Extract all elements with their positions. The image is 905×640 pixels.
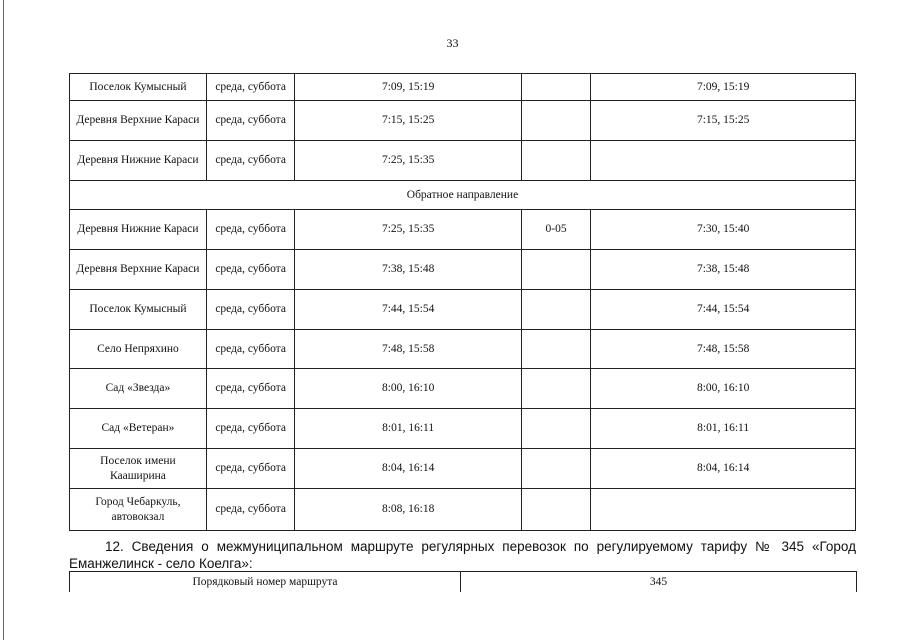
arrival-time-cell: 7:15, 15:25 — [591, 101, 856, 141]
stop-name-cell: Деревня Нижние Караси — [70, 210, 207, 250]
departure-time-cell: 8:01, 16:11 — [295, 409, 521, 449]
table-row — [70, 409, 856, 449]
departure-time-cell: 8:00, 16:10 — [295, 369, 521, 409]
arrival-time-cell: 8:01, 16:11 — [591, 409, 856, 449]
days-cell: среда, суббота — [206, 409, 295, 449]
stop-name-cell: Деревня Верхние Караси — [70, 250, 207, 290]
page-number: 33 — [446, 36, 459, 50]
interval-cell — [521, 74, 590, 101]
table-row — [70, 330, 856, 369]
days-cell: среда, суббота — [206, 101, 295, 141]
section-paragraph — [69, 538, 856, 572]
days-cell: среда, суббота — [206, 250, 295, 290]
interval-cell — [521, 330, 590, 369]
table-row — [70, 572, 857, 593]
departure-time-cell: 7:38, 15:48 — [295, 250, 521, 290]
interval-cell: 0-05 — [521, 210, 590, 250]
departure-time-cell: 8:04, 16:14 — [295, 449, 521, 489]
interval-cell — [521, 141, 590, 181]
departure-time-cell: 7:15, 15:25 — [295, 101, 521, 141]
interval-cell — [521, 290, 590, 330]
departure-time-cell: 8:08, 16:18 — [295, 489, 521, 531]
table-row — [70, 74, 856, 101]
table-row — [70, 101, 856, 141]
arrival-time-cell — [591, 141, 856, 181]
days-cell: среда, суббота — [206, 141, 295, 181]
arrival-time-cell: 7:30, 15:40 — [591, 210, 856, 250]
interval-cell — [521, 369, 590, 409]
days-cell: среда, суббота — [206, 489, 295, 531]
departure-time-cell: 7:25, 15:35 — [295, 141, 521, 181]
stop-name-cell: Деревня Нижние Караси — [70, 141, 207, 181]
days-cell: среда, суббота — [206, 369, 295, 409]
table-row — [70, 141, 856, 181]
route-number-label: Порядковый номер маршрута — [70, 572, 461, 593]
arrival-time-cell: 7:09, 15:19 — [591, 74, 856, 101]
stop-name-cell: Сад «Ветеран» — [70, 409, 207, 449]
stop-name-cell: Село Непряхино — [70, 330, 207, 369]
table-row — [70, 290, 856, 330]
days-cell: среда, суббота — [206, 449, 295, 489]
route-number-value: 345 — [461, 572, 857, 593]
arrival-time-cell: 8:04, 16:14 — [591, 449, 856, 489]
departure-time-cell: 7:44, 15:54 — [295, 290, 521, 330]
table-row — [70, 449, 856, 489]
table-row — [70, 210, 856, 250]
stop-name-cell: Сад «Звезда» — [70, 369, 207, 409]
table-row — [70, 250, 856, 290]
section-row — [70, 181, 856, 210]
departure-time-cell: 7:48, 15:58 — [295, 330, 521, 369]
interval-cell — [521, 409, 590, 449]
schedule-table — [69, 73, 856, 531]
days-cell: среда, суббота — [206, 210, 295, 250]
interval-cell — [521, 250, 590, 290]
days-cell: среда, суббота — [206, 330, 295, 369]
days-cell: среда, суббота — [206, 290, 295, 330]
page-edge-line — [3, 0, 4, 640]
arrival-time-cell: 7:44, 15:54 — [591, 290, 856, 330]
table-row — [70, 489, 856, 531]
arrival-time-cell: 8:00, 16:10 — [591, 369, 856, 409]
route-info-table — [69, 571, 857, 592]
stop-name-cell: Поселок Кумысный — [70, 290, 207, 330]
stop-name-cell: Поселок имени Кааширина — [70, 449, 207, 489]
departure-time-cell: 7:09, 15:19 — [295, 74, 521, 101]
arrival-time-cell: 7:38, 15:48 — [591, 250, 856, 290]
days-cell: среда, суббота — [206, 74, 295, 101]
stop-name-cell: Город Чебаркуль, автовокзал — [70, 489, 207, 531]
departure-time-cell: 7:25, 15:35 — [295, 210, 521, 250]
table-row — [70, 369, 856, 409]
stop-name-cell: Деревня Верхние Караси — [70, 101, 207, 141]
arrival-time-cell: 7:48, 15:58 — [591, 330, 856, 369]
paragraph-text: 12. Сведения о межмуниципальном маршруте регулярных перевозок по регулируемому тарифу № 345 «Город Еманжелинск - село Коелга»: — [69, 539, 856, 571]
arrival-time-cell — [591, 489, 856, 531]
direction-heading: Обратное направление — [70, 181, 856, 210]
schedule-body — [70, 74, 856, 531]
interval-cell — [521, 101, 590, 141]
stop-name-cell: Поселок Кумысный — [70, 74, 207, 101]
interval-cell — [521, 449, 590, 489]
interval-cell — [521, 489, 590, 531]
